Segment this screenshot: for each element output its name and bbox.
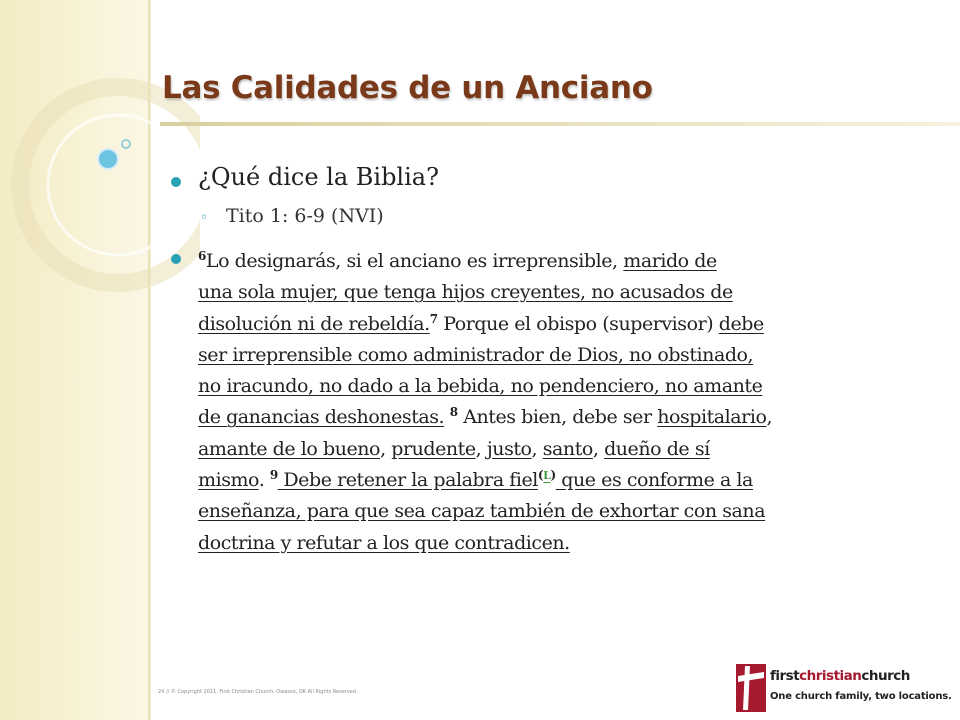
scripture-passage bbox=[198, 246, 878, 559]
punctuation: . bbox=[258, 469, 270, 492]
passage-underlined-text: marido de bbox=[623, 250, 717, 272]
decorative-circles bbox=[0, 0, 200, 320]
bullet-dot bbox=[171, 177, 181, 187]
punctuation: , bbox=[380, 437, 392, 460]
logo-word-church: church bbox=[861, 668, 910, 684]
church-logo bbox=[734, 658, 960, 720]
inner-ring bbox=[48, 115, 188, 255]
passage-underlined-text: amante de lo bueno bbox=[198, 437, 381, 460]
punctuation: , bbox=[475, 437, 487, 460]
passage-underlined-text: doctrina y refutar a los que contradicen. bbox=[198, 531, 570, 554]
passage-underlined-text: de ganancias deshonestas. bbox=[198, 406, 445, 429]
passage-underlined-text: disolución ni de rebeldía. bbox=[198, 312, 430, 335]
footnote-link[interactable]: L bbox=[543, 469, 551, 483]
passage-underlined-text: debe bbox=[718, 312, 764, 335]
passage-line bbox=[198, 465, 878, 496]
passage-text: Antes bien, debe ser bbox=[457, 406, 658, 429]
footnote-ref[interactable] bbox=[538, 468, 556, 482]
passage-underlined-text: justo bbox=[486, 437, 532, 460]
passage-underlined-text: una sola mujer, que tenga hijos creyentes, no acusados de bbox=[198, 281, 733, 304]
passage-line bbox=[198, 496, 878, 527]
blue-orb-small bbox=[122, 140, 130, 148]
passage-line bbox=[198, 277, 878, 308]
passage-underlined-text: que es conforme a la bbox=[555, 469, 753, 492]
passage-text: Lo designarás, si el anciano es irreprensible, bbox=[205, 250, 624, 272]
punctuation: , bbox=[531, 437, 543, 460]
logo-word-first: first bbox=[770, 668, 800, 684]
passage-underlined-text: prudente bbox=[391, 437, 476, 460]
passage-underlined-text: enseñanza, para que sea capaz también de exhortar con sana bbox=[198, 500, 766, 523]
passage-underlined-text: no iracundo, no dado a la bebida, no pendenciero, no amante bbox=[198, 375, 763, 398]
punctuation: , bbox=[592, 437, 605, 460]
verse-number: 6 bbox=[198, 249, 206, 263]
passage-line bbox=[198, 528, 878, 559]
logo-word-christian: christian bbox=[799, 668, 862, 684]
bullet-question: ¿Qué dice la Biblia? bbox=[198, 163, 439, 191]
sub-bullet-marker: ◦ bbox=[200, 210, 209, 226]
verse-number: 8 bbox=[449, 405, 458, 420]
verse-number: 7 bbox=[429, 311, 438, 326]
passage-underlined-text: dueño de sí bbox=[604, 437, 710, 460]
logo-tagline: One church family, two locations. bbox=[770, 691, 952, 702]
passage-line bbox=[198, 246, 878, 277]
verse-number: 9 bbox=[269, 468, 278, 483]
passage-line bbox=[198, 402, 878, 433]
passage-underlined-text: ser irreprensible como administrador de Dios, no obstinado, bbox=[198, 343, 754, 366]
passage-line bbox=[198, 371, 878, 402]
slide-title: Las Calidades de un Anciano bbox=[162, 70, 653, 106]
logo-wordmark bbox=[770, 668, 910, 684]
passage-text: Porque el obispo (supervisor) bbox=[437, 312, 719, 335]
footnote-paren: ) bbox=[550, 468, 556, 483]
passage-underlined-text: mismo bbox=[198, 469, 259, 492]
passage-underlined-text: hospitalario bbox=[657, 406, 767, 429]
footnote-paren: ( bbox=[537, 468, 544, 483]
sub-bullet-reference: Tito 1: 6-9 (NVI) bbox=[226, 205, 384, 227]
passage-underlined-text: santo bbox=[542, 437, 593, 460]
passage-line bbox=[198, 434, 878, 465]
cross-logo-icon bbox=[734, 662, 768, 714]
passage-line bbox=[198, 309, 878, 340]
bullet-dot bbox=[171, 254, 181, 264]
passage-underlined-text: Debe retener la palabra fiel bbox=[277, 469, 538, 492]
blue-orb-large bbox=[98, 149, 118, 169]
copyright-footer: 24 // © Copyright 2011, First Christian Church, Owasso, OK All Rights Reserved bbox=[158, 689, 357, 695]
title-underline bbox=[160, 122, 960, 126]
passage-line bbox=[198, 340, 878, 371]
punctuation: , bbox=[766, 406, 773, 429]
